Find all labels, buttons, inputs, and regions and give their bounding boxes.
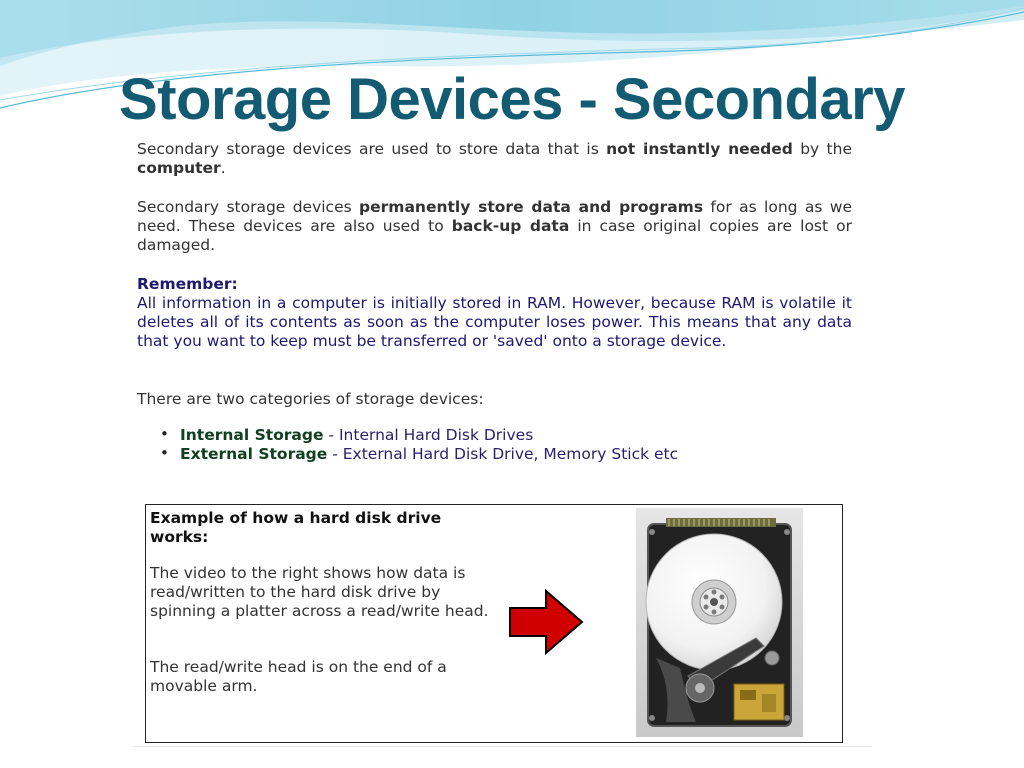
categories-intro: There are two categories of storage devices: xyxy=(137,390,484,408)
right-arrow-icon xyxy=(508,589,584,655)
example-paragraph: The video to the right shows how data is read/written to the hard disk drive by spinning a platter across a read/write head. xyxy=(150,564,489,621)
content-panel xyxy=(133,138,872,747)
intro-paragraph: Secondary storage devices are used to store data that is not instantly needed by the computer. xyxy=(137,140,852,178)
list-item: • Internal Storage - Internal Hard Disk Drives xyxy=(160,425,534,444)
categories-list xyxy=(137,426,852,464)
bullet-icon: • xyxy=(160,425,169,443)
example-box xyxy=(145,504,843,743)
remember-text: All information in a computer is initially stored in RAM. However, because RAM is volatile it deletes all of its contents as soon as the computer loses power. This means that any data that you want to keep must be transferred or 'saved' onto a storage device. xyxy=(137,294,852,351)
bullet-icon: • xyxy=(160,444,169,463)
hard-disk-drive-image xyxy=(636,508,803,737)
slide-title: Storage Devices - Secondary xyxy=(119,67,905,132)
permanent-storage-paragraph: Secondary storage devices permanently store data and programs for as long as we need. These devices are also used to back-up data in case original copies are lost or damaged. xyxy=(137,198,852,255)
remember-heading: Remember: xyxy=(137,275,238,293)
list-item: • External Storage - External Hard Disk Drive, Memory Stick etc xyxy=(160,444,679,464)
example-heading: Example of how a hard disk drive works: xyxy=(150,509,442,547)
example-paragraph: The read/write head is on the end of a movable arm. xyxy=(150,658,447,696)
